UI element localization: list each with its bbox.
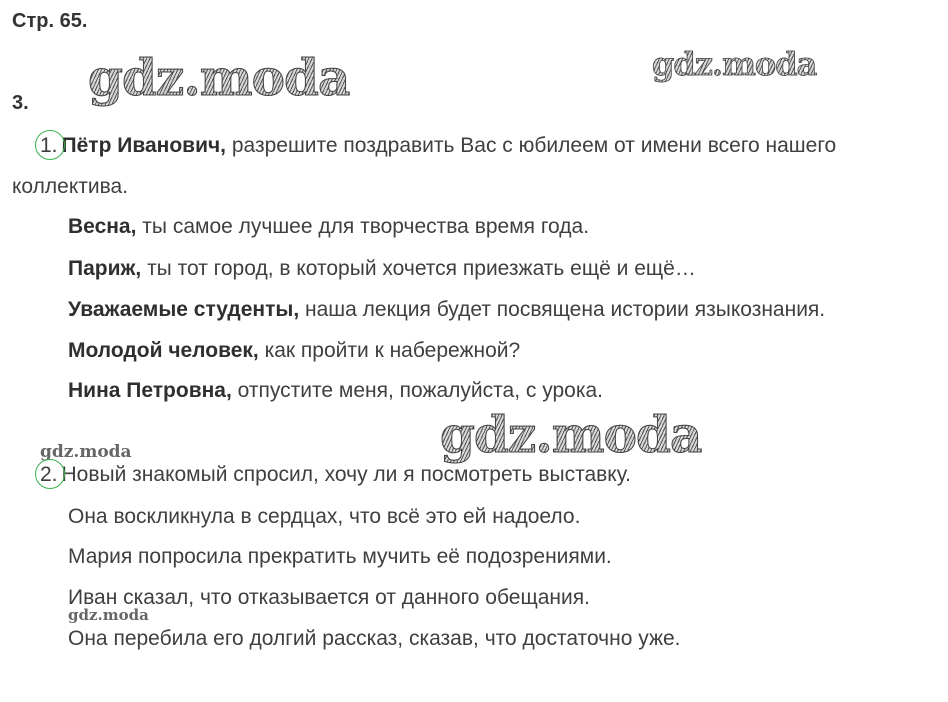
item1-line-3-text: ты самое лучшее для творчества время года. (136, 215, 590, 238)
item1-line-4 (68, 256, 696, 282)
item1-line-1-text: разрешите поздравить Вас с юбилеем от имени всего нашего (226, 134, 837, 157)
item1-marker-number: 1. (40, 134, 58, 157)
item2-line-2 (68, 504, 580, 530)
item1-line-5-text: наша лекция будет посвящена истории языкознания. (299, 298, 826, 321)
item1-line-7-text: отпустите меня, пожалуйста, с урока. (231, 379, 604, 402)
item2-line-1-text: Новый знакомый спросил, хочу ли я посмотреть выставку. (61, 463, 631, 486)
address-young-man: Молодой человек, (68, 339, 259, 362)
address-nina-petrovna: Нина Петровна, (68, 379, 232, 402)
address-petr-ivanovich: Пётр Иванович, (61, 134, 226, 157)
item1-line-1-continued (12, 174, 128, 200)
address-parizh: Париж, (68, 257, 142, 280)
item1-marker-circle (35, 130, 65, 160)
item2-line-1 (40, 462, 631, 488)
item1-line-1 (40, 133, 836, 159)
item2-line-3-text: Мария попросила прекратить мучить её подозрениями. (68, 545, 612, 568)
watermark-small-left: gdz.moda (40, 442, 132, 462)
address-vesna: Весна, (68, 215, 137, 238)
item1-line-6-text: как пройти к набережной? (258, 339, 521, 362)
item2-marker-circle (35, 459, 65, 489)
item1-line-6 (68, 338, 520, 364)
page-header: Стр. 65. (12, 10, 88, 32)
item2-line-3 (68, 544, 612, 570)
task-number: 3. (12, 92, 29, 114)
item2-line-5 (68, 626, 681, 652)
watermark-top-left: gdz.moda (88, 48, 350, 107)
item1-line-5 (68, 297, 825, 323)
watermark-center: gdz.moda (440, 405, 702, 464)
item2-line-2-text: Она воскликнула в сердцах, что всё это ей надоело. (68, 505, 581, 528)
watermark-top-right: gdz.moda (652, 45, 817, 83)
item1-line-4-text: ты тот город, в который хочется приезжать ещё и ещё… (141, 257, 696, 280)
item2-line-4-text: Иван сказал, что отказывается от данного обещания. (68, 586, 590, 609)
address-students: Уважаемые студенты, (68, 298, 300, 321)
item1-marker (40, 133, 58, 159)
item2-line-5-text: Она перебила его долгий рассказ, сказав, что достаточно уже. (68, 627, 681, 650)
item1-line-7 (68, 378, 603, 404)
watermark-small-bottom: gdz.moda (68, 606, 149, 624)
item1-line-3 (68, 214, 589, 240)
item2-marker-number: 2. (40, 463, 58, 486)
item2-marker (40, 462, 58, 488)
item1-line-2-text: коллектива. (12, 175, 129, 198)
